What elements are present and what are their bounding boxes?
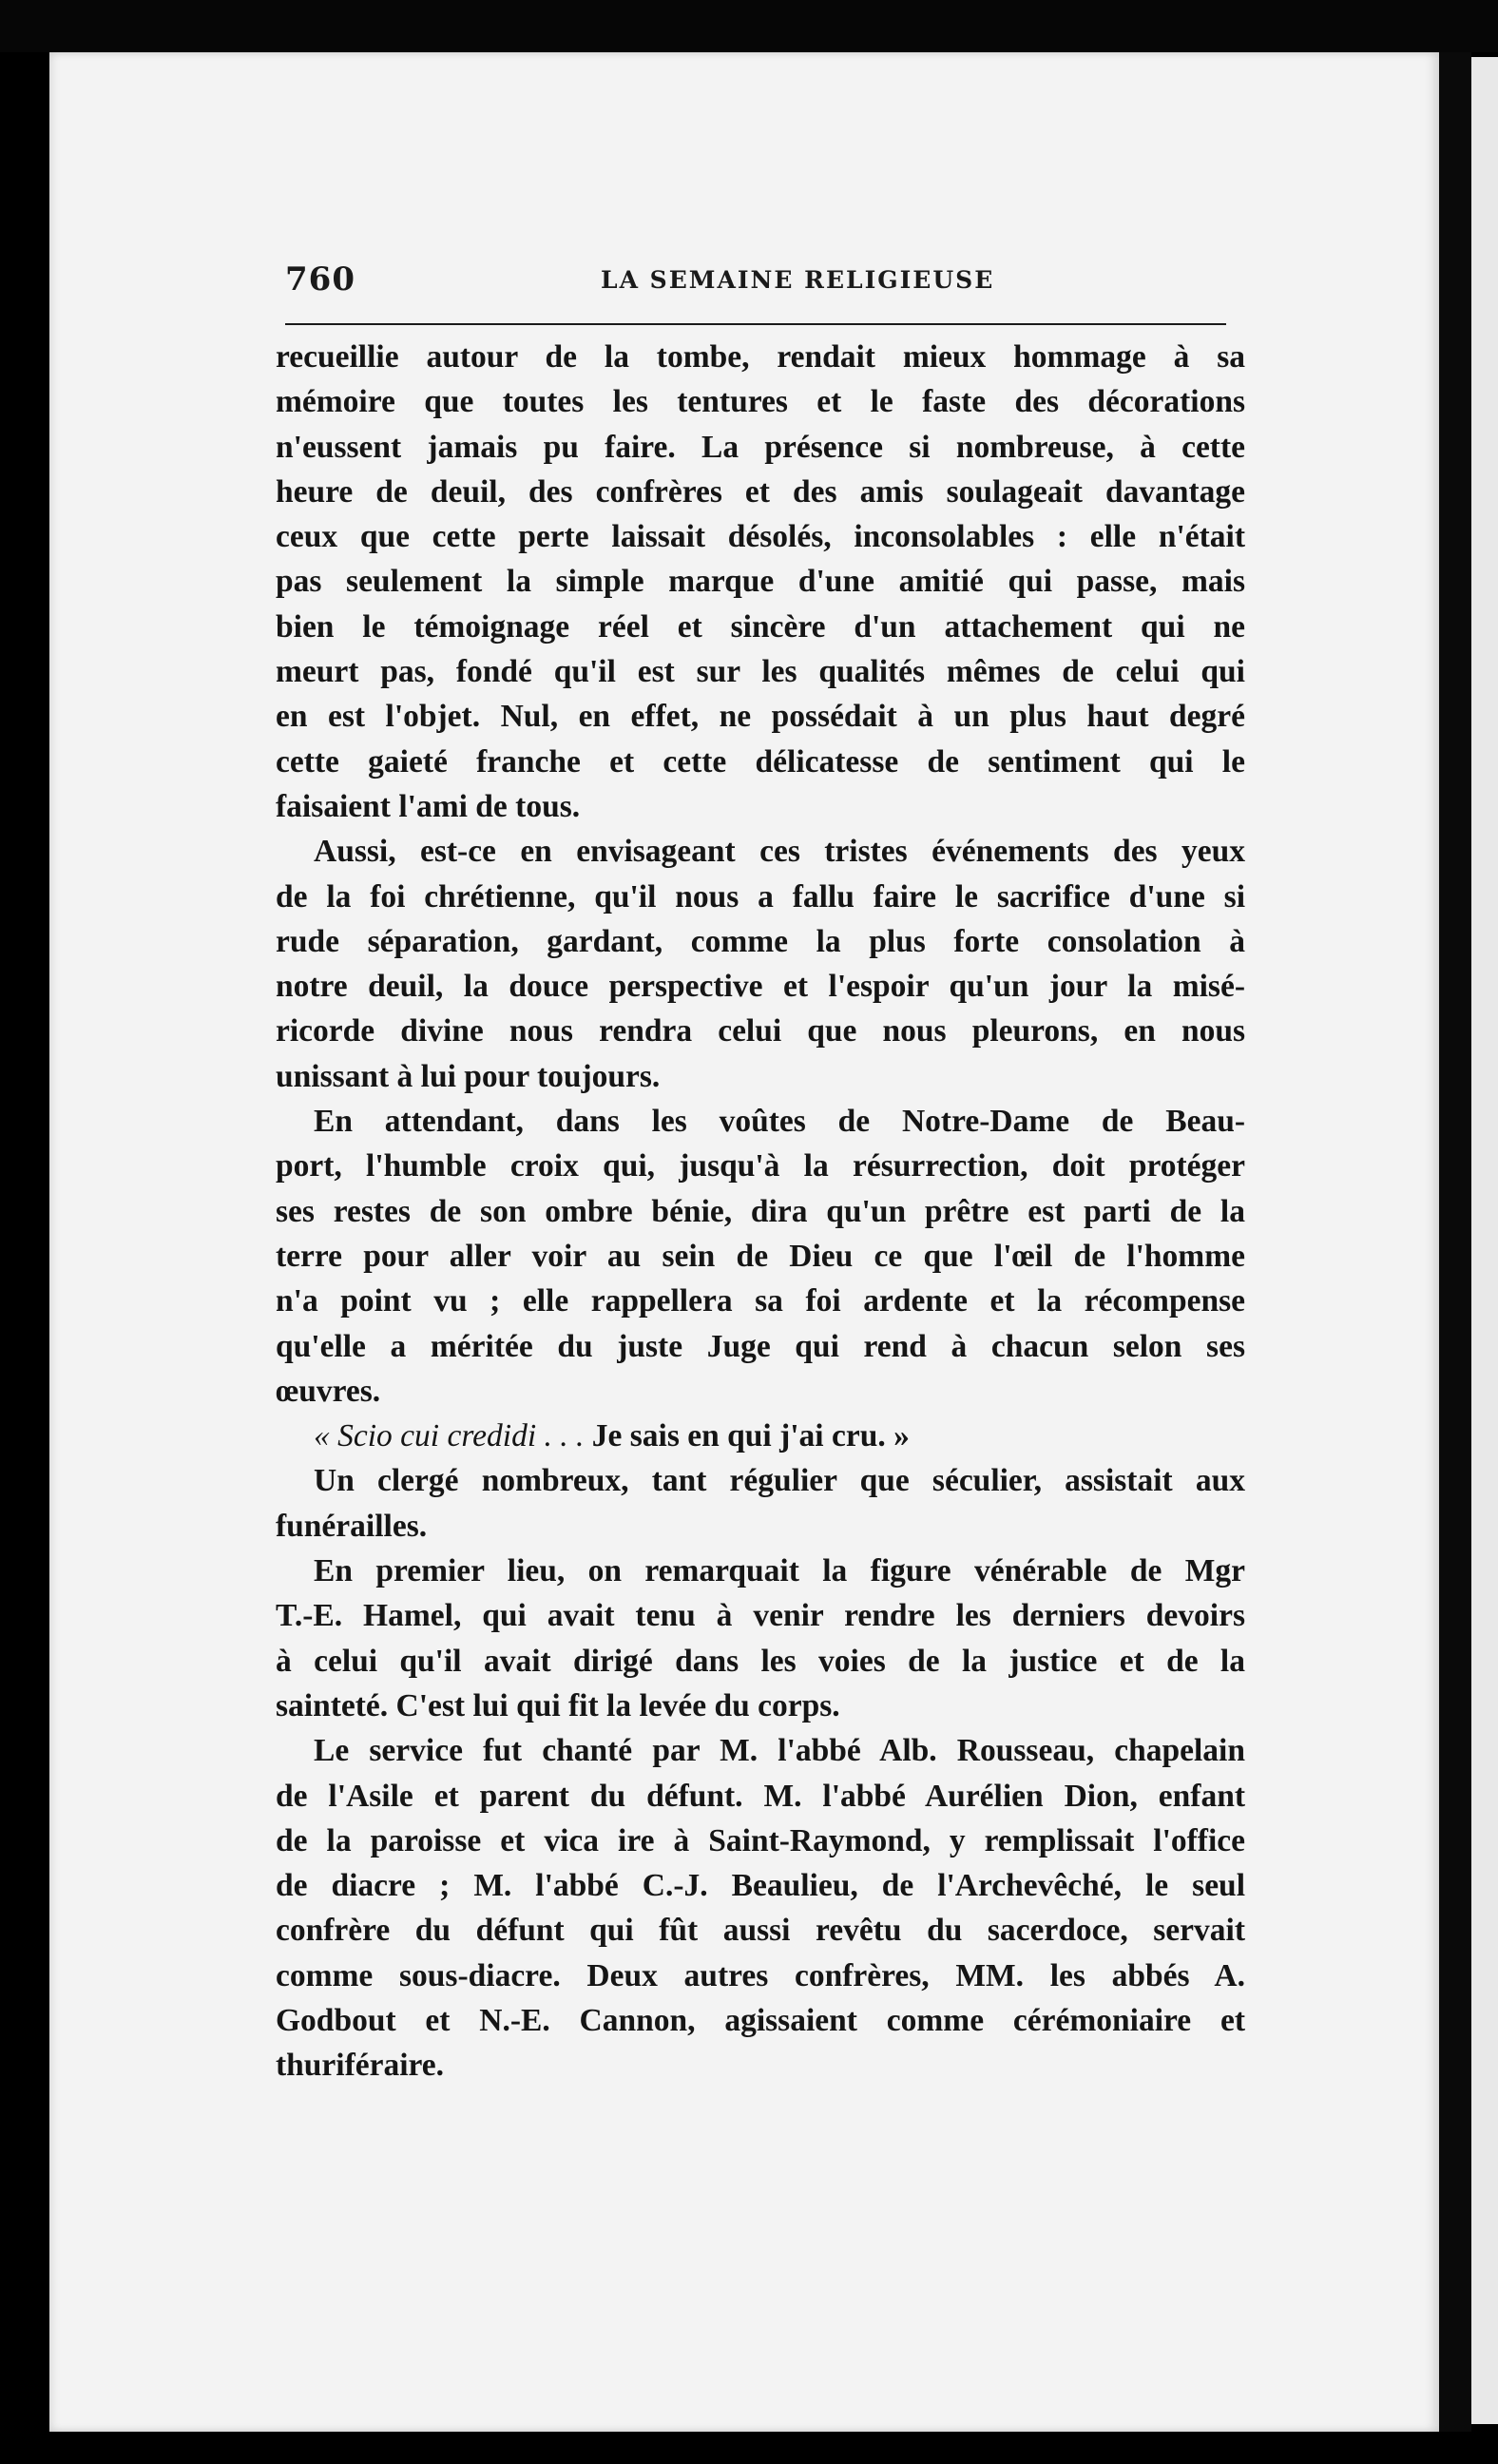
text-line: rude séparation, gardant, comme la plus forte consolation à <box>276 923 1245 959</box>
text-line: funérailles. <box>276 1508 428 1544</box>
text-line: Aussi, est-ce en envisageant ces tristes événements des yeux <box>314 834 1245 870</box>
text-line: unissant à lui pour toujours. <box>276 1058 661 1094</box>
text-line: port, l'humble croix qui, jusqu'à la résurrection, doit protéger <box>276 1148 1245 1184</box>
text-line: T.-E. Hamel, qui avait tenu à venir rendre les derniers devoirs <box>276 1598 1245 1634</box>
text-line: n'eussent jamais pu faire. La présence si nombreuse, à cette <box>276 429 1245 465</box>
text-line: mémoire que toutes les tentures et le faste des décorations <box>276 384 1245 420</box>
text-line: n'a point vu ; elle rappellera sa foi ardente et la récompense <box>276 1283 1245 1319</box>
text-line: ceux que cette perte laissait désolés, inconsolables : elle n'était <box>276 519 1245 555</box>
quote-line <box>276 1414 1245 1458</box>
text-line: œuvres. <box>276 1373 381 1409</box>
facing-page-edge <box>1471 57 1498 2424</box>
text-line: sainteté. C'est lui qui fit la levée du corps. <box>276 1687 840 1723</box>
header-rule <box>285 323 1226 325</box>
scan-border-top <box>0 0 1498 52</box>
text-line: terre pour aller voir au sein de Dieu ce que l'œil de l'homme <box>276 1238 1245 1274</box>
quote-translation: Je sais en qui j'ai cru. » <box>591 1418 910 1454</box>
text-line: cette gaieté franche et cette délicatesse de sentiment qui le <box>276 743 1245 780</box>
latin-quote: « Scio cui credidi . . . <box>314 1418 585 1454</box>
text-line: de diacre ; M. l'abbé C.-J. Beaulieu, de l'Archevêché, le seul <box>276 1868 1245 1904</box>
body-text <box>276 335 1245 2089</box>
page-number: 760 <box>285 260 355 298</box>
text-line: de la paroisse et vica ire à Saint-Raymond, y remplissait l'office <box>276 1822 1245 1858</box>
text-line: thuriféraire. <box>276 2048 445 2084</box>
text-line: pas seulement la simple marque d'une amitié qui passe, mais <box>276 564 1245 600</box>
page-header <box>285 260 1226 302</box>
text-line: comme sous-diacre. Deux autres confrères, MM. les abbés A. <box>276 1957 1245 1993</box>
text-line: Un clergé nombreux, tant régulier que séculier, assistait aux <box>314 1463 1245 1499</box>
text-line: Godbout et N.-E. Cannon, agissaient comme cérémoniaire et <box>276 2002 1245 2038</box>
running-head: LA SEMAINE RELIGIEUSE <box>601 266 995 294</box>
text-line: meurt pas, fondé qu'il est sur les qualités mêmes de celui qui <box>276 654 1245 690</box>
page-gutter-shadow <box>1439 52 1471 2432</box>
text-line: confrère du défunt qui fût aussi revêtu du sacerdoce, servait <box>276 1913 1245 1949</box>
text-line: de la foi chrétienne, qu'il nous a fallu faire le sacrifice d'une si <box>276 878 1245 914</box>
text-line: faisaient l'ami de tous. <box>276 788 581 824</box>
text-line: notre deuil, la douce perspective et l'espoir qu'un jour la misé- <box>276 969 1245 1005</box>
text-line: recueillie autour de la tombe, rendait mieux hommage à sa <box>276 339 1245 375</box>
text-line: à celui qu'il avait dirigé dans les voies de la justice et de la <box>276 1643 1245 1679</box>
text-line: qu'elle a méritée du juste Juge qui rend à chacun selon ses <box>276 1328 1245 1364</box>
text-line: bien le témoignage réel et sincère d'un attachement qui ne <box>276 608 1245 645</box>
text-line: Le service fut chanté par M. l'abbé Alb. Rousseau, chapelain <box>314 1733 1245 1769</box>
text-line: ses restes de son ombre bénie, dira qu'un prêtre est parti de la <box>276 1193 1245 1229</box>
text-line: En attendant, dans les voûtes de Notre-Dame de Beau- <box>314 1104 1245 1140</box>
text-line: En premier lieu, on remarquait la figure vénérable de Mgr <box>314 1553 1245 1589</box>
text-line: en est l'objet. Nul, en effet, ne possédait à un plus haut degré <box>276 699 1245 735</box>
text-line: heure de deuil, des confrères et des amis soulageait davantage <box>276 473 1245 510</box>
text-line: ricorde divine nous rendra celui que nous pleurons, en nous <box>276 1013 1245 1049</box>
text-line: de l'Asile et parent du défunt. M. l'abbé Aurélien Dion, enfant <box>276 1778 1245 1814</box>
